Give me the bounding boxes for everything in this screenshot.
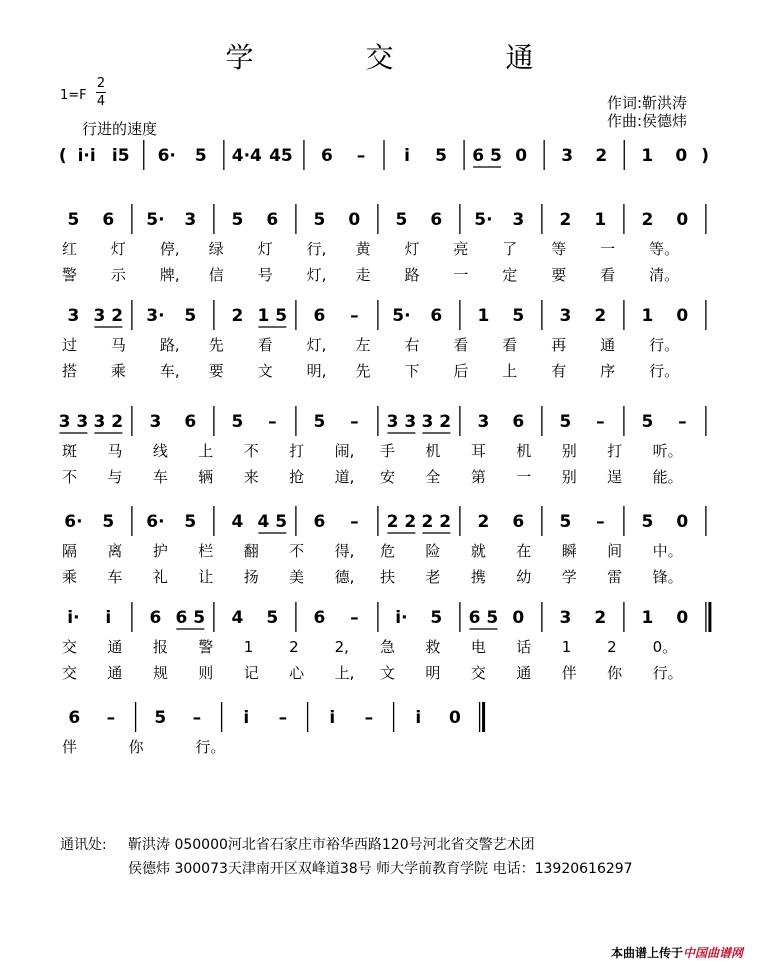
time-signature-bottom: 4 <box>96 94 106 109</box>
note: i5 <box>111 146 130 166</box>
note: 4 5 <box>257 512 288 532</box>
lyric: 间 <box>607 542 623 560</box>
lyric: 搭 <box>62 362 78 380</box>
lyric: 护 <box>152 542 168 560</box>
note: 6 <box>149 608 162 628</box>
composer-credit: 作曲:侯德炜 <box>607 112 688 130</box>
lyric: 栏 <box>198 542 214 560</box>
lyric: 灯 <box>404 240 420 258</box>
lyric: 第 <box>470 468 486 486</box>
note: 6 <box>266 210 279 230</box>
lyric: 危 <box>380 542 396 560</box>
note: 0 <box>515 146 528 166</box>
lyric: 美 <box>289 568 305 586</box>
note: 6· <box>146 512 165 532</box>
note: 3· <box>146 306 165 326</box>
note: – <box>596 512 605 532</box>
note: – <box>278 708 288 728</box>
lyric: 来 <box>243 468 259 486</box>
lyric: 灯 <box>110 240 126 258</box>
lyric: 听。 <box>652 442 683 460</box>
note: i <box>329 708 336 728</box>
note: i· <box>67 608 80 628</box>
note: 0 <box>676 512 689 532</box>
lyric: 下 <box>404 362 420 380</box>
lyric: 抢 <box>289 468 305 486</box>
lyric: 机 <box>425 442 441 460</box>
note: 6 <box>68 708 81 728</box>
note: 1 <box>594 210 607 230</box>
lyric: 不 <box>289 542 305 560</box>
lyric: 老 <box>425 568 441 586</box>
note: 2 <box>231 306 244 326</box>
lyric: 灯, <box>306 336 327 354</box>
lyric: 就 <box>470 542 486 560</box>
lyric: 扶 <box>380 568 396 586</box>
contact-label: 通讯处: <box>60 837 107 853</box>
lyric: 记 <box>243 664 259 682</box>
lyric: 你 <box>128 738 144 756</box>
lyric: 急 <box>380 638 396 656</box>
lyric: 锋。 <box>652 568 683 586</box>
note: 6 <box>320 146 333 166</box>
lyric: 停, <box>159 240 180 258</box>
note: – <box>356 146 366 166</box>
note: 6 5 <box>175 608 206 628</box>
note: 6 <box>313 512 326 532</box>
lyric: 有 <box>551 362 567 380</box>
lyric: 伴 <box>561 664 577 682</box>
lyric: 手 <box>380 442 396 460</box>
note: 5 <box>395 210 408 230</box>
note: 4·4 <box>231 146 262 166</box>
note: 45 <box>269 146 293 166</box>
note: 6 <box>184 412 197 432</box>
lyric: 安 <box>380 468 396 486</box>
lyric: 通 <box>107 664 123 682</box>
contact-line-2: 侯德炜 300073天津南开区双峰道38号 师大学前教育学院 电话：13920616297 <box>128 861 633 877</box>
note: 2 <box>594 608 607 628</box>
lyric: 雷 <box>607 568 623 586</box>
lyric: 打 <box>289 442 305 460</box>
lyric: 1 <box>561 638 572 656</box>
lyric: 全 <box>425 468 441 486</box>
key-signature: 1=F <box>60 88 87 103</box>
lyric: 马 <box>110 336 126 354</box>
lyric: 一 <box>453 266 469 284</box>
note: 5· <box>392 306 411 326</box>
lyric: 示 <box>110 266 126 284</box>
note: 4 <box>231 608 244 628</box>
note: – <box>678 412 687 432</box>
note: 2 <box>595 146 608 166</box>
lyric: 2 <box>607 638 617 656</box>
note: 5 <box>559 412 572 432</box>
lyric: 车 <box>152 468 168 486</box>
site-logo[interactable]: 中国曲谱网 <box>682 946 743 960</box>
lyric: 别 <box>561 442 577 460</box>
lyric: 上 <box>198 442 214 460</box>
note: 6 <box>313 608 326 628</box>
note: 5 <box>231 210 244 230</box>
note: – <box>364 708 374 728</box>
note: 6 5 <box>468 608 499 628</box>
note: 3 2 <box>421 412 452 432</box>
lyric: 翻 <box>243 542 259 560</box>
lyric: 路, <box>159 336 180 354</box>
lyric: 了 <box>502 240 518 258</box>
note: 5 <box>102 512 115 532</box>
note: – <box>350 412 359 432</box>
lyric: 电 <box>470 638 486 656</box>
note: 2 <box>641 210 654 230</box>
lyric: 信 <box>208 266 224 284</box>
lyric: 灯, <box>306 266 327 284</box>
lyric: 离 <box>107 542 123 560</box>
lyric: 心 <box>289 664 305 682</box>
note: 3 <box>149 412 162 432</box>
lyric: 先 <box>208 336 224 354</box>
lyric: 扬 <box>243 568 259 586</box>
note: 6 <box>102 210 115 230</box>
lyric: 携 <box>470 568 486 586</box>
note: – <box>350 608 359 628</box>
note: 6 <box>430 210 443 230</box>
note: 0 <box>676 210 689 230</box>
lyric: 不 <box>62 468 78 486</box>
lyric: 车, <box>159 362 180 380</box>
lyric: 话 <box>516 638 532 656</box>
footer <box>611 944 743 961</box>
note: 3 3 <box>386 412 417 432</box>
note: 1 <box>641 608 654 628</box>
note: – <box>192 708 202 728</box>
note: 6 <box>313 306 326 326</box>
lyric: 看 <box>257 336 273 354</box>
lyric: 明, <box>306 362 327 380</box>
lyric: 过 <box>62 336 78 354</box>
lyric: 警 <box>62 266 78 284</box>
lyric: 一 <box>600 240 616 258</box>
note: 3 <box>67 306 80 326</box>
lyric: 要 <box>551 266 567 284</box>
song-title: 学 交 通 <box>225 41 576 74</box>
note: 5· <box>474 210 493 230</box>
note: 0 <box>348 210 361 230</box>
note: 5· <box>146 210 165 230</box>
lyric: 通 <box>516 664 532 682</box>
note: 3 <box>561 146 574 166</box>
lyric: 辆 <box>198 468 214 486</box>
lyric: 线 <box>152 442 168 460</box>
lyric: 与 <box>107 468 123 486</box>
contact-line-1: 靳洪涛 050000河北省石家庄市裕华西路120号河北省交警艺术团 <box>128 837 535 853</box>
lyric: 走 <box>355 266 371 284</box>
note: i· <box>395 608 408 628</box>
lyric: 再 <box>551 336 567 354</box>
lyric: 1 <box>243 638 254 656</box>
lyric: 通 <box>600 336 616 354</box>
note: 5 <box>67 210 80 230</box>
lyric: 等 <box>551 240 567 258</box>
lyric: 伴 <box>62 738 78 756</box>
tempo-marking: 行进的速度 <box>82 120 158 138</box>
note: 2 2 <box>421 512 452 532</box>
note: 5 <box>430 608 443 628</box>
lyric: 绿 <box>208 240 224 258</box>
lyric: 0。 <box>652 638 678 656</box>
lyric: 序 <box>600 362 616 380</box>
lyric: 定 <box>502 266 518 284</box>
note: i·i <box>77 146 96 166</box>
lyric: 你 <box>607 664 623 682</box>
lyric: 规 <box>152 664 168 682</box>
lyric: 险 <box>425 542 441 560</box>
lyric: 牌, <box>159 266 180 284</box>
lyric: 斑 <box>62 442 78 460</box>
lyric: 文 <box>257 362 273 380</box>
lyric: 看 <box>600 266 616 284</box>
note: 6 <box>512 412 525 432</box>
lyric: 一 <box>516 468 532 486</box>
lyric: 行。 <box>652 664 683 682</box>
note: ( <box>58 146 67 166</box>
lyric: 文 <box>380 664 396 682</box>
lyric: 等。 <box>649 240 680 258</box>
lyric: 左 <box>355 336 371 354</box>
note: 1 5 <box>257 306 288 326</box>
lyric: 行。 <box>195 738 226 756</box>
lyric: 看 <box>502 336 518 354</box>
lyric: 号 <box>257 266 273 284</box>
note: 2 <box>477 512 490 532</box>
note: 5 <box>435 146 448 166</box>
lyric: 打 <box>607 442 623 460</box>
lyric: 让 <box>198 568 214 586</box>
note: 5 <box>559 512 572 532</box>
lyric: 别 <box>561 468 577 486</box>
note: 3 3 <box>58 412 89 432</box>
lyric: 马 <box>107 442 123 460</box>
lyric: 中。 <box>652 542 683 560</box>
note: 1 <box>641 146 654 166</box>
note: 5 <box>266 608 279 628</box>
note: 3 <box>512 210 525 230</box>
lyric: 行。 <box>649 336 680 354</box>
lyric: 黄 <box>355 240 371 258</box>
note: 0 <box>512 608 525 628</box>
lyric: 交 <box>470 664 486 682</box>
note: 6 5 <box>472 146 502 166</box>
note: – <box>596 412 605 432</box>
lyric: 交 <box>62 638 78 656</box>
lyric: 救 <box>425 638 441 656</box>
note: 0 <box>676 608 689 628</box>
lyric: 通 <box>107 638 123 656</box>
note: 2 <box>594 306 607 326</box>
note: 2 <box>559 210 572 230</box>
lyric: 后 <box>453 362 469 380</box>
lyricist-credit: 作词:靳洪涛 <box>607 94 688 112</box>
note: 5 <box>231 412 244 432</box>
lyric: 上, <box>334 664 355 682</box>
lyric: 则 <box>198 664 214 682</box>
lyric: 上 <box>502 362 518 380</box>
note: i <box>243 708 250 728</box>
note: 5 <box>194 146 207 166</box>
note: 5 <box>641 412 654 432</box>
note: i <box>415 708 422 728</box>
lyric: 礼 <box>152 568 168 586</box>
lyric: 2 <box>289 638 299 656</box>
note: 6 <box>430 306 443 326</box>
time-signature-top: 2 <box>96 76 106 91</box>
lyric: 逞 <box>607 468 623 486</box>
note: 4 <box>231 512 244 532</box>
note: 6· <box>64 512 83 532</box>
note: 5 <box>313 210 326 230</box>
note: 0 <box>675 146 688 166</box>
note: 0 <box>448 708 461 728</box>
note: 3 <box>184 210 197 230</box>
note: 5 <box>641 512 654 532</box>
lyric: 乘 <box>110 362 126 380</box>
lyric: 学 <box>561 568 577 586</box>
note: 3 2 <box>93 306 124 326</box>
note: i <box>404 146 410 166</box>
lyric: 瞬 <box>561 542 577 560</box>
note: 5 <box>184 306 197 326</box>
note: 2 2 <box>386 512 417 532</box>
lyric: 要 <box>208 362 224 380</box>
lyric: 机 <box>516 442 532 460</box>
note: 6 <box>512 512 525 532</box>
lyric: 先 <box>355 362 371 380</box>
note: 3 2 <box>93 412 124 432</box>
note: 3 <box>559 608 572 628</box>
lyric: 2, <box>334 638 349 656</box>
lyric: 隔 <box>62 542 78 560</box>
lyric: 不 <box>243 442 259 460</box>
note: ) <box>701 146 710 166</box>
note: 3 <box>477 412 490 432</box>
note: – <box>268 412 277 432</box>
footer-text: 本曲谱上传于 <box>610 946 683 960</box>
lyric: 亮 <box>453 240 469 258</box>
note: 5 <box>313 412 326 432</box>
note: – <box>350 306 359 326</box>
lyric: 明 <box>425 664 441 682</box>
lyric: 路 <box>404 266 420 284</box>
lyric: 能。 <box>652 468 683 486</box>
lyric: 交 <box>62 664 78 682</box>
lyric: 右 <box>404 336 420 354</box>
lyric: 灯 <box>257 240 273 258</box>
note: 3 <box>559 306 572 326</box>
note: 1 <box>641 306 654 326</box>
lyric: 幼 <box>516 568 532 586</box>
note: 1 <box>477 306 490 326</box>
note: 6· <box>157 146 176 166</box>
lyric: 闹, <box>334 442 355 460</box>
note: 0 <box>676 306 689 326</box>
note: – <box>350 512 359 532</box>
lyric: 行, <box>306 240 327 258</box>
lyric: 德, <box>334 568 355 586</box>
lyric: 耳 <box>470 442 486 460</box>
lyric: 清。 <box>649 266 680 284</box>
lyric: 车 <box>107 568 123 586</box>
lyric: 在 <box>516 542 532 560</box>
lyric: 红 <box>62 240 78 258</box>
lyric: 行。 <box>649 362 680 380</box>
lyric: 看 <box>453 336 469 354</box>
lyric: 乘 <box>62 568 78 586</box>
note: i <box>105 608 112 628</box>
note: – <box>106 708 116 728</box>
lyric: 道, <box>334 468 355 486</box>
lyric: 得, <box>334 542 355 560</box>
note: 5 <box>184 512 197 532</box>
lyric: 报 <box>152 638 168 656</box>
note: 5 <box>512 306 525 326</box>
note: 5 <box>154 708 167 728</box>
lyric: 警 <box>198 638 214 656</box>
